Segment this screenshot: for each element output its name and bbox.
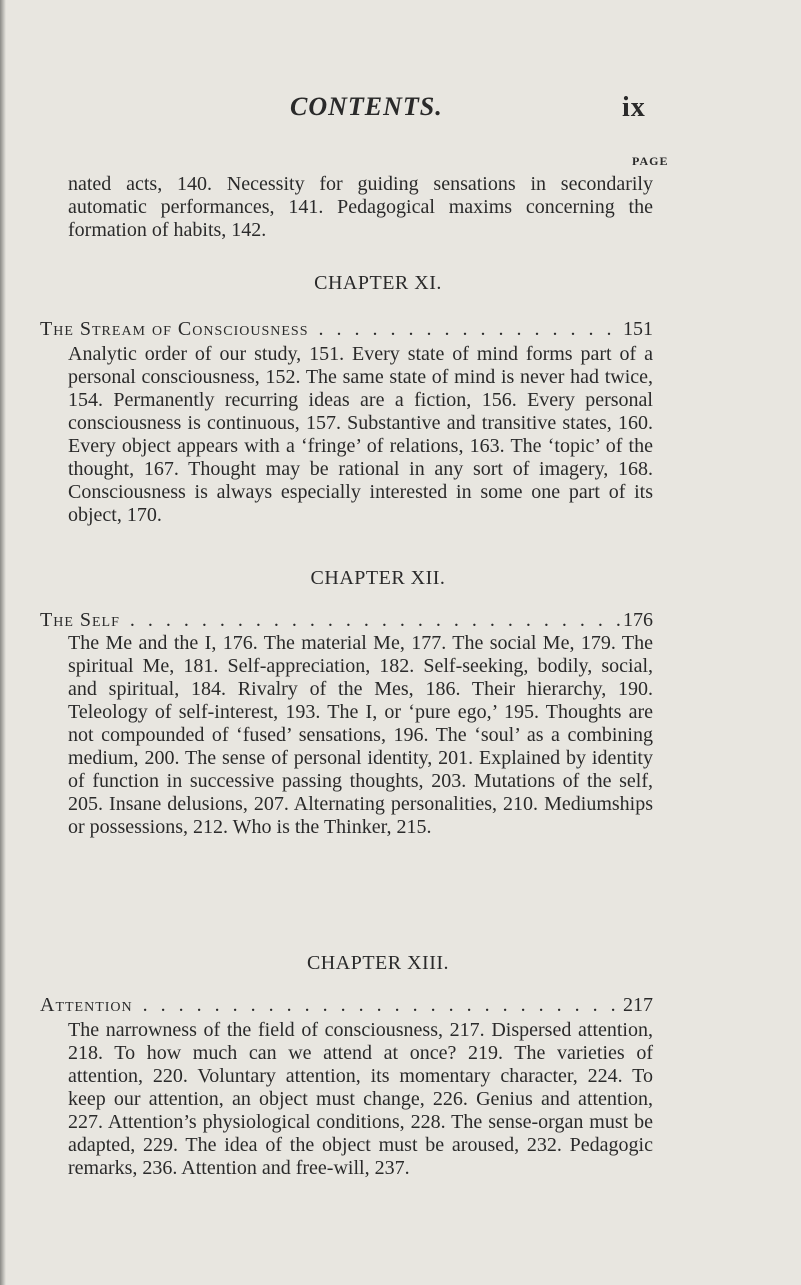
chapter-summary: Analytic order of our study, 151. Every state of mind forms part of a personal consciousness, 152. The same state of mind is never had twice, 154. Permanently recurring ideas are a fiction, 156. Every personal consciousness is continuous, 157. Substantive and transitive states, 160. Every object appears with a ‘fringe’ of relations, 163. The ‘topic’ of the thought, 167. Thought may be rational in any sort of imagery, 168. Consciousness is always especially interested in some one part of its object, 170.: [68, 343, 653, 526]
toc-entry-title: Attention: [40, 994, 133, 1016]
running-title: CONTENTS.: [290, 92, 443, 121]
chapter-summary: The narrowness of the field of consciousness, 217. Dispersed attention, 218. To how much can we attend at once? 219. The varieties of attention, 220. Voluntary attention, its momentary character, 224. To keep our attention, an object must change, 226. Genius and attention, 227. Attention’s physiological conditions, 228. The sense-organ must be adapted, 229. The idea of the object must be aroused, 232. Pedagogic remarks, 236. Attention and free-will, 237.: [68, 1019, 653, 1179]
toc-entry-title: The Self: [40, 609, 120, 631]
dot-leader: [309, 318, 624, 341]
toc-entry-page: 151: [623, 318, 653, 340]
page-column-label: PAGE: [632, 154, 669, 168]
chapter-heading: [0, 272, 801, 295]
chapter-heading-text: CHAPTER XII.: [310, 567, 446, 589]
dot-leader: [120, 609, 623, 632]
continuation-text: nated acts, 140. Necessity for guiding sensations in secondarily automatic performances, 141. Pedagogical maxims concerning the formation of habits, 142.: [68, 173, 653, 241]
chapter-heading-text: CHAPTER XIII.: [306, 952, 450, 974]
toc-entry-page: 176: [623, 609, 653, 631]
toc-entry: [40, 318, 653, 341]
running-head: [0, 92, 801, 128]
chapter-summary: The Me and the I, 176. The material Me, 177. The social Me, 179. The spiritual Me, 181. Self-appreciation, 182. Self-seeking, bodily, social, and spiritual, 184. Rivalry of the Mes, 186. Their hierarchy, 190. Teleology of self-interest, 193. The I, or ‘pure ego,’ 195. Thoughts are not compounded of ‘fused’ sensations, 196. The ‘soul’ as a combining medium, 200. The sense of personal identity, 201. Explained by identity of function in successive passing thoughts, 203. Mutations of the self, 205. Insane delusions, 207. Alternating personalities, 210. Mediumships or possessions, 212. Who is the Thinker, 215.: [68, 632, 653, 838]
toc-entry-page: 217: [623, 994, 653, 1016]
page-number: ix: [622, 92, 646, 123]
toc-entry: [40, 609, 653, 632]
chapter-heading: [0, 952, 801, 975]
chapter-heading: [0, 567, 801, 590]
dot-leader: [133, 994, 623, 1017]
toc-entry-title: The Stream of Consciousness: [40, 318, 309, 340]
toc-entry: [40, 994, 653, 1017]
page-edge-shadow: [0, 0, 6, 1285]
chapter-heading-text: CHAPTER XI.: [314, 272, 442, 294]
